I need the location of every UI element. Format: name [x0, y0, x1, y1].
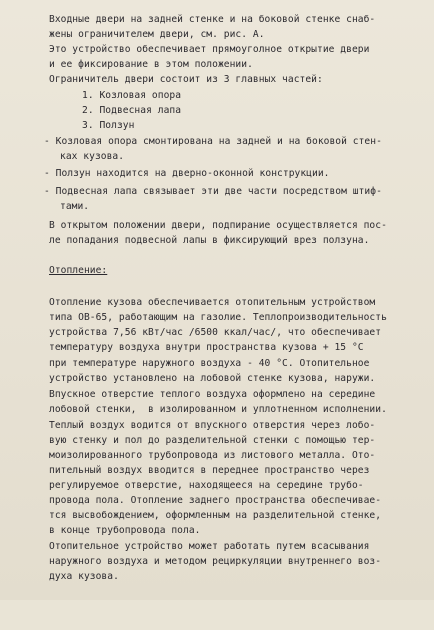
text-line: устройство установлено на лобовой стенке кузова, наружи.	[49, 373, 376, 384]
dash-item: - Ползун находится на дверно-оконной конструкции.	[44, 168, 330, 179]
text-line: Отопительное устройство может работать путем всасывания	[49, 541, 370, 552]
text-line: Отопление кузова обеспечивается отопительным устройством	[49, 297, 376, 308]
list-item: 3. Ползун	[82, 120, 135, 131]
text-line: В открытом положении двери, подпирание осуществляется пос-	[49, 220, 387, 231]
text-line: моизолированного трубопровода из листового металла. Ото-	[49, 450, 376, 461]
text-line: Ограничитель двери состоит из 3 главных частей:	[49, 74, 323, 85]
list-item: 2. Подвесная лапа	[82, 105, 182, 116]
text-line: Входные двери на задней стенке и на боковой стенке снаб-	[49, 14, 376, 25]
text-line: типа ОВ-65, работающим на газолие. Теплопроизводительность	[49, 312, 387, 323]
text-line: в конце трубопровода пола.	[49, 525, 201, 536]
text-line: наружного воздуха и методом рециркуляции внутреннего воз-	[49, 556, 382, 567]
text-line: Это устройство обеспечивает прямоуголное открытие двери	[49, 44, 370, 55]
text-line: лобовой стенки, в изолированном и уплотненном исполнении.	[49, 404, 387, 415]
text-line: и ее фиксирование в этом положении.	[49, 59, 253, 70]
text-line: духа кузова.	[49, 571, 119, 582]
section-heading: Отопление:	[49, 265, 108, 276]
text-line: при температуре наружного воздуха - 40 °С. Отопительное	[49, 358, 370, 369]
list-item: 1. Козловая опора	[82, 90, 182, 101]
text-line: ле попадания подвесной лапы в фиксирующий врез ползуна.	[49, 235, 370, 246]
dash-item: ках кузова.	[60, 151, 125, 162]
dash-item: тами.	[60, 201, 90, 212]
text-line: Впускное отверстие теплого воздуха оформлено на середине	[49, 389, 376, 400]
dash-item: - Подвесная лапа связывает эти две части посредством штиф-	[44, 186, 382, 197]
text-line: температуру воздуха внутри пространства кузова + 15 °С	[49, 342, 364, 353]
text-line: пительный воздух вводится в переднее пространство через	[49, 465, 370, 476]
text-line: провода пола. Отопление заднего пространства обеспечивае-	[49, 495, 382, 506]
dash-item: - Козловая опора смонтирована на задней и на боковой стен-	[44, 136, 382, 147]
text-line: регулируемое отверстие, находящееся на середине трубо-	[49, 480, 364, 491]
text-line: жены ограничителем двери, см. рис. А.	[49, 29, 265, 40]
text-line: тся высвобождением, оформленным на разделительной стенке,	[49, 510, 382, 521]
text-line: устройства 7,56 кВт/час /6500 ккал/час/, что обеспечивает	[49, 327, 382, 338]
text-line: Теплый воздух водится от впускного отверстия через лобо-	[49, 420, 376, 431]
text-line: вую стенку и пол до разделительной стенки с помощью тер-	[49, 435, 376, 446]
